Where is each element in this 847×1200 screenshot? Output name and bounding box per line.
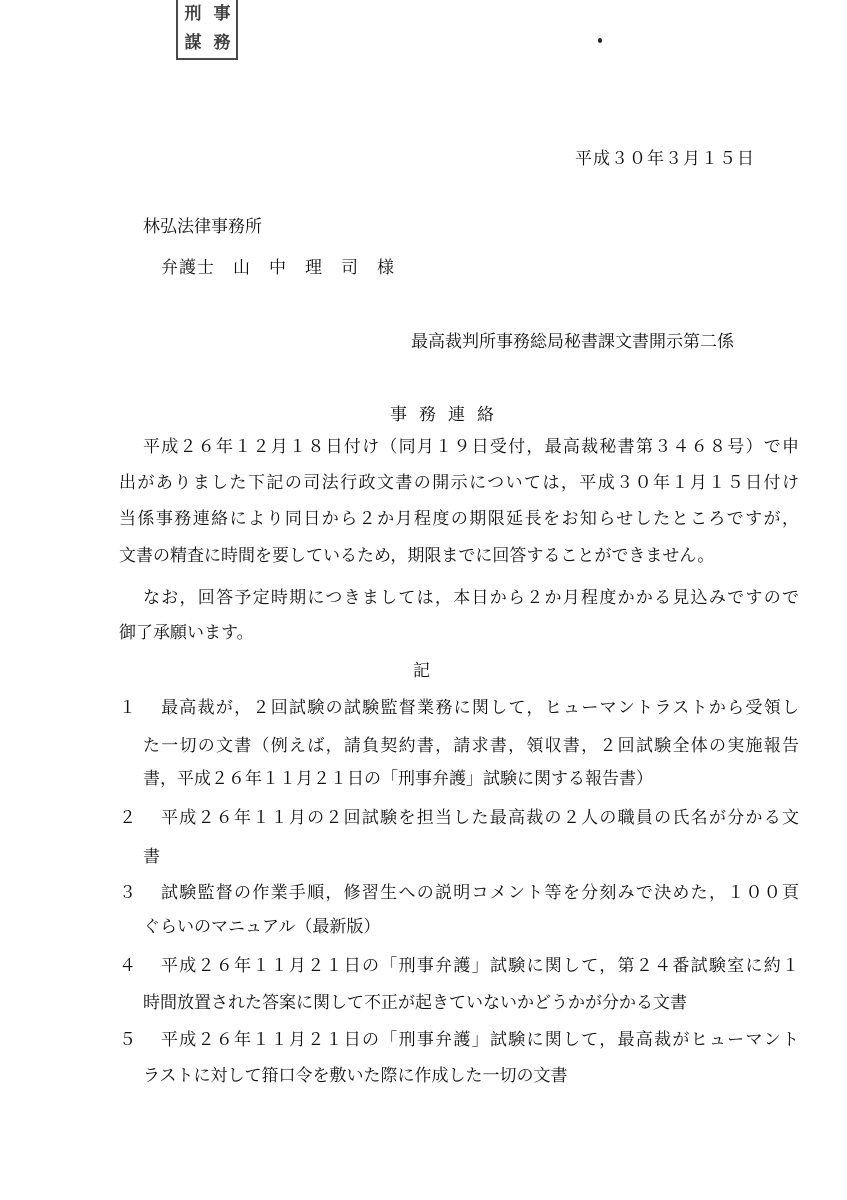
- seal-char: 刑: [184, 4, 201, 24]
- list-item-line: 最高裁が，２回試験の試験監督業務に関して，ヒューマントラストから受領し: [161, 698, 799, 718]
- recipient-firm: 林弘法律事務所: [143, 217, 262, 237]
- list-item-line: 書，平成２６年１１月２１日の「刑事弁護」試験に関する報告書）: [143, 769, 653, 789]
- list-item-line: ぐらいのマニュアル（最新版）: [143, 917, 381, 937]
- list-item-number: ３: [119, 883, 136, 903]
- body-line: 出がありました下記の司法行政文書の開示については，平成３０年１月１５日付け: [119, 473, 799, 493]
- list-item-number: ４: [119, 956, 136, 976]
- list-item-line: 書: [143, 847, 160, 867]
- body-line: 平成２６年１２月１８日付け（同月１９日受付，最高裁秘書第３４６８号）で申: [143, 437, 799, 457]
- seal-char: 事: [213, 4, 230, 24]
- document-date: 平成３０年３月１５日: [575, 149, 755, 169]
- list-item-line: 時間放置された答案に関して不正が起きていないかどうかが分かる文書: [143, 993, 687, 1013]
- list-item-line: 平成２６年１１月の２回試験を担当した最高裁の２人の職員の氏名が分かる文: [161, 808, 799, 828]
- body-line: 当係事務連絡により同日から２か月程度の期限延長をお知らせしたところですが，: [119, 509, 799, 529]
- list-item-line: ラストに対して箝口令を敷いた際に作成した一切の文書: [143, 1066, 568, 1086]
- sender-office: 最高裁判所事務総局秘書課文書開示第二係: [411, 332, 734, 352]
- list-item-number: ２: [119, 808, 136, 828]
- document-heading: 事務連絡: [390, 405, 506, 425]
- list-item-line: 平成２６年１１月２１日の「刑事弁護」試験に関して，最高裁がヒューマント: [161, 1030, 799, 1050]
- list-item-line: た一切の文書（例えば，請負契約書，請求書，領収書，２回試験全体の実施報告: [143, 736, 799, 756]
- body-line: 文書の精査に時間を要しているため，期限までに回答することができません。: [119, 546, 715, 566]
- list-item-number: ５: [119, 1030, 136, 1050]
- list-item-number: １: [119, 698, 136, 718]
- body-line: なお，回答予定時期につきましては，本日から２か月程度かかる見込みですので: [143, 588, 799, 608]
- list-item-line: 平成２６年１１月２１日の「刑事弁護」試験に関して，第２４番試験室に約１: [161, 956, 799, 976]
- scan-speck: [598, 38, 602, 43]
- body-line: 御了承願います。: [119, 623, 254, 643]
- list-item-line: 試験監督の作業手順，修習生への説明コメント等を分刻みで決めた，１００頁: [161, 883, 799, 903]
- seal-char: 務: [213, 33, 230, 53]
- seal-char: 謀: [184, 33, 201, 53]
- official-seal-stamp: [176, 0, 238, 60]
- ki-heading: 記: [413, 661, 430, 681]
- recipient-lawyer: 弁護士 山 中 理 司 様: [161, 258, 395, 278]
